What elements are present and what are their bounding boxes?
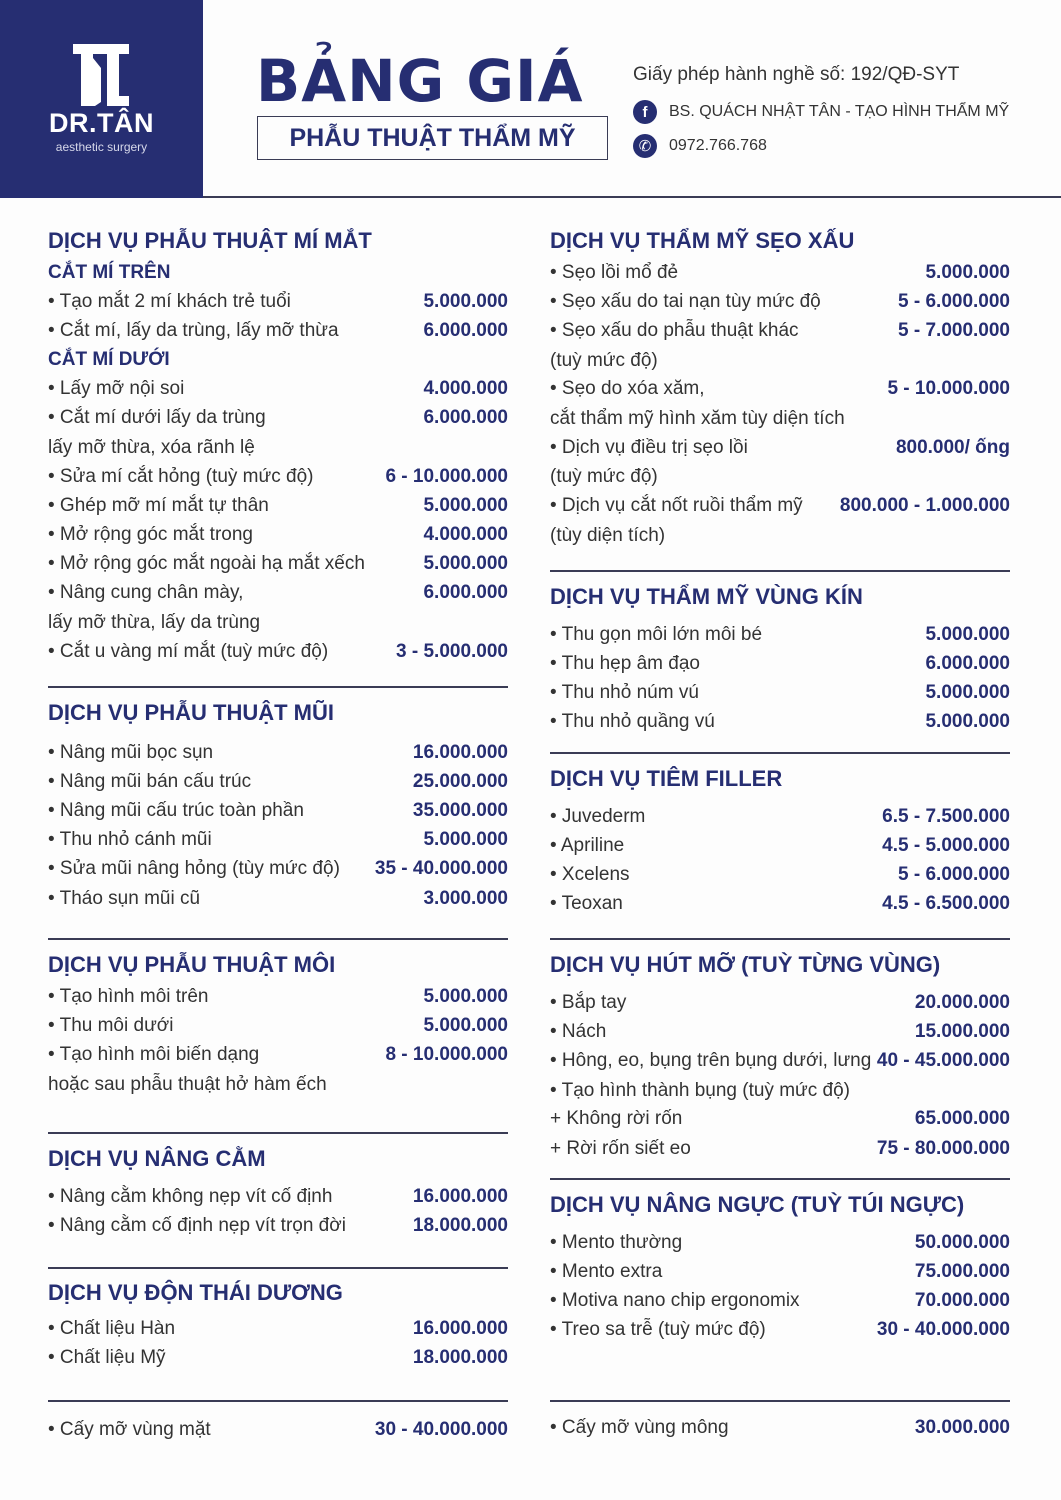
section-title: DỊCH VỤ THẨM MỸ VÙNG KÍN — [550, 584, 863, 609]
header-divider — [203, 196, 1061, 198]
price-value: 16.000.000 — [412, 1317, 508, 1339]
price-row — [550, 375, 1010, 404]
price-value: 6.000.000 — [925, 652, 1010, 674]
section-divider — [550, 938, 1010, 940]
section-divider — [48, 1267, 508, 1269]
page-title: BẢNG GIÁ — [256, 47, 584, 115]
price-row — [48, 491, 508, 520]
service-label: • Mento thường — [550, 1231, 683, 1253]
price-value: 6.000.000 — [423, 582, 508, 604]
price-row — [48, 855, 508, 884]
service-label: • Juvederm — [550, 805, 646, 827]
service-label: • Nâng mũi bọc sụn — [48, 741, 214, 763]
price-value: 6.000.000 — [423, 407, 508, 429]
price-row — [550, 802, 1010, 831]
price-value: 3 - 5.000.000 — [396, 640, 508, 662]
price-note: cắt thẩm mỹ hình xăm tùy diện tích — [550, 407, 845, 429]
price-value: 5.000.000 — [423, 1014, 508, 1036]
service-label: • Sẹo xấu do tai nạn tùy mức độ — [550, 290, 821, 312]
price-row — [48, 637, 508, 666]
facebook-name: BS. QUÁCH NHẬT TÂN - TẠO HÌNH THẨM MỸ — [669, 103, 1010, 120]
price-value: 5.000.000 — [423, 494, 508, 516]
price-value: 5 - 6.000.000 — [898, 290, 1010, 312]
price-value: 5.000.000 — [925, 681, 1010, 703]
section-title: DỊCH VỤ PHẪU THUẬT MÍ MẮT — [48, 228, 372, 253]
price-row — [550, 678, 1010, 707]
price-row — [550, 492, 1010, 521]
price-value: 30 - 40.000.000 — [374, 1418, 508, 1440]
phone-contact[interactable] — [633, 134, 1009, 158]
price-row — [48, 1314, 508, 1343]
service-label: • Mở rộng góc mắt trong — [48, 523, 253, 545]
price-note: lấy mỡ thừa, xóa rãnh lệ — [48, 436, 255, 458]
price-value: 6 - 10.000.000 — [385, 465, 508, 487]
service-label: • Cắt mí, lấy da trùng, lấy mỡ thừa — [48, 319, 339, 341]
price-row — [48, 579, 508, 608]
service-label: • Tạo mắt 2 mí khách trẻ tuổi — [48, 290, 291, 312]
price-value: 4.000.000 — [423, 377, 508, 399]
price-value: 18.000.000 — [412, 1346, 508, 1368]
price-row — [48, 550, 508, 579]
section-nose — [48, 696, 508, 913]
service-label: + Rời rốn siết eo — [550, 1137, 691, 1159]
section-buttock-fat-graft — [550, 1413, 1010, 1442]
price-row — [48, 404, 508, 433]
section-divider — [550, 570, 1010, 572]
price-value: 35 - 40.000.000 — [374, 858, 508, 880]
price-value: 30.000.000 — [914, 1416, 1010, 1438]
price-value: 20.000.000 — [914, 991, 1010, 1013]
price-row — [550, 890, 1010, 919]
price-row — [48, 884, 508, 913]
service-label: • Hông, eo, bụng trên bụng dưới, lưng — [550, 1049, 872, 1071]
price-value: 800.000 - 1.000.000 — [839, 495, 1010, 517]
section-divider — [48, 938, 508, 940]
service-label: • Bắp tay — [550, 991, 627, 1013]
price-row — [550, 1017, 1010, 1046]
service-label: • Apriline — [550, 834, 625, 856]
price-row — [550, 1286, 1010, 1315]
header — [0, 0, 1061, 198]
section-title: DỊCH VỤ NÂNG NGỰC (TUỲ TÚI NGỰC) — [550, 1192, 965, 1217]
section-divider — [48, 686, 508, 688]
price-note: • Tạo hình thành bụng (tuỳ mức độ) — [550, 1079, 850, 1101]
service-label: • Tạo hình môi trên — [48, 985, 209, 1007]
price-value: 5.000.000 — [423, 829, 508, 851]
price-row — [48, 1040, 508, 1069]
section-lips — [48, 948, 508, 1099]
section-divider — [550, 1178, 1010, 1180]
section-title: DỊCH VỤ PHẪU THUẬT MŨI — [48, 700, 334, 725]
price-row — [48, 767, 508, 796]
price-row — [48, 1343, 508, 1372]
price-value: 8 - 10.000.000 — [385, 1043, 508, 1065]
price-row — [550, 708, 1010, 737]
logo-icon — [73, 44, 129, 106]
logo-panel — [0, 0, 203, 198]
price-value: 4.5 - 5.000.000 — [882, 834, 1010, 856]
price-row — [550, 287, 1010, 316]
price-value: 5.000.000 — [423, 553, 508, 575]
price-note: (tuỳ mức độ) — [550, 349, 658, 371]
service-label: • Dịch vụ cắt nốt ruồi thẩm mỹ — [550, 495, 803, 517]
service-label: • Sẹo do xóa xăm, — [550, 378, 705, 400]
price-row — [48, 1182, 508, 1211]
price-row — [48, 982, 508, 1011]
service-label: • Tháo sụn mũi cũ — [48, 887, 201, 909]
price-row — [48, 796, 508, 825]
service-label: • Thu nhỏ cánh mũi — [48, 829, 212, 851]
price-row — [550, 1413, 1010, 1442]
service-label: • Teoxan — [550, 893, 623, 915]
section-scar — [550, 224, 1010, 550]
price-value: 30 - 40.000.000 — [876, 1319, 1010, 1341]
section-title: DỊCH VỤ THẨM MỸ SẸO XẤU — [550, 228, 855, 253]
service-label: • Treo sa trễ (tuỳ mức độ) — [550, 1319, 766, 1341]
section-breast — [550, 1188, 1010, 1345]
service-label: • Sẹo xấu do phẫu thuật khác — [550, 319, 799, 341]
price-row — [550, 988, 1010, 1017]
service-label: • Nâng cằm không nẹp vít cố định — [48, 1185, 333, 1207]
price-value: 5.000.000 — [423, 985, 508, 1007]
price-row — [48, 826, 508, 855]
section-face-fat-graft — [48, 1415, 508, 1444]
price-value: 25.000.000 — [412, 770, 508, 792]
price-row — [550, 1046, 1010, 1075]
section-title: DỊCH VỤ TIÊM FILLER — [550, 766, 783, 791]
price-row — [48, 316, 508, 345]
service-label: • Motiva nano chip ergonomix — [550, 1289, 800, 1311]
price-value: 5.000.000 — [423, 290, 508, 312]
price-value: 5 - 6.000.000 — [898, 863, 1010, 885]
section-divider — [550, 1400, 1010, 1402]
price-value: 16.000.000 — [412, 741, 508, 763]
service-label: • Thu gọn môi lớn môi bé — [550, 623, 763, 645]
facebook-contact[interactable] — [633, 100, 1009, 124]
price-value: 18.000.000 — [412, 1214, 508, 1236]
price-row — [550, 1134, 1010, 1163]
price-value: 4.5 - 6.500.000 — [882, 893, 1010, 915]
price-note: lấy mỡ thừa, lấy da trùng — [48, 611, 261, 633]
section-title: DỊCH VỤ NÂNG CẰM — [48, 1146, 266, 1171]
subsection-title: CẮT MÍ DƯỚI — [48, 349, 170, 371]
price-value: 5 - 7.000.000 — [898, 319, 1010, 341]
price-value: 4.000.000 — [423, 523, 508, 545]
price-row — [550, 649, 1010, 678]
section-divider — [48, 1400, 508, 1402]
phone-icon: ✆ — [633, 134, 657, 158]
phone-number: 0972.766.768 — [669, 137, 767, 154]
service-label: • Thu nhỏ quầng vú — [550, 711, 715, 733]
price-value: 800.000/ ống — [895, 436, 1010, 458]
price-note: (tuỳ mức độ) — [550, 466, 658, 488]
section-intimate — [550, 580, 1010, 737]
section-eyelid — [48, 224, 508, 666]
price-row — [550, 860, 1010, 889]
section-divider — [48, 1132, 508, 1134]
section-chin — [48, 1142, 508, 1240]
service-label: • Mở rộng góc mắt ngoài hạ mắt xếch — [48, 553, 365, 575]
service-label: • Cấy mỡ vùng mặt — [48, 1418, 211, 1440]
price-value: 6.5 - 7.500.000 — [882, 805, 1010, 827]
service-label: • Chất liệu Hàn — [48, 1317, 176, 1339]
service-label: • Cắt u vàng mí mắt (tuỳ mức độ) — [48, 640, 329, 662]
service-label: • Chất liệu Mỹ — [48, 1346, 166, 1368]
price-row — [48, 738, 508, 767]
price-value: 5 - 10.000.000 — [887, 378, 1010, 400]
page-subtitle: PHẪU THUẬT THẨM MỸ — [257, 116, 608, 160]
price-row — [48, 374, 508, 403]
price-value: 16.000.000 — [412, 1185, 508, 1207]
service-label: • Sửa mí cắt hỏng (tuỳ mức độ) — [48, 465, 314, 487]
service-label: • Nâng mũi cấu trúc toàn phần — [48, 799, 304, 821]
price-value: 15.000.000 — [914, 1020, 1010, 1042]
logo-name: DR.TÂN — [49, 108, 154, 138]
service-label: • Nâng cung chân mày, — [48, 582, 244, 604]
price-value: 5.000.000 — [925, 711, 1010, 733]
price-row — [550, 1105, 1010, 1134]
price-value: 5.000.000 — [925, 623, 1010, 645]
price-value: 70.000.000 — [914, 1289, 1010, 1311]
price-note: hoặc sau phẫu thuật hở hàm ếch — [48, 1073, 327, 1095]
price-row — [48, 1211, 508, 1240]
service-label: • Sửa mũi nâng hỏng (tùy mức độ) — [48, 858, 340, 880]
price-row — [550, 433, 1010, 462]
section-title: DỊCH VỤ PHẪU THUẬT MÔI — [48, 952, 336, 977]
price-row — [550, 1228, 1010, 1257]
price-value: 50.000.000 — [914, 1231, 1010, 1253]
service-label: • Lấy mỡ nội soi — [48, 377, 185, 399]
price-value: 35.000.000 — [412, 799, 508, 821]
price-value: 65.000.000 — [914, 1108, 1010, 1130]
section-filler — [550, 762, 1010, 919]
price-row — [48, 1415, 508, 1444]
price-row — [550, 1316, 1010, 1345]
price-row — [550, 831, 1010, 860]
service-label: • Dịch vụ điều trị sẹo lồi — [550, 436, 748, 458]
section-title: DỊCH VỤ HÚT MỠ (TUỲ TỪNG VÙNG) — [550, 952, 941, 977]
service-label: • Tạo hình môi biến dạng — [48, 1043, 260, 1065]
service-label: + Không rời rốn — [550, 1108, 683, 1130]
logo-tagline: aesthetic surgery — [55, 140, 148, 154]
section-temple — [48, 1276, 508, 1372]
price-value: 75.000.000 — [914, 1260, 1010, 1282]
price-row — [48, 462, 508, 491]
section-title: DỊCH VỤ ĐỘN THÁI DƯƠNG — [48, 1280, 343, 1305]
service-label: • Nâng cằm cố định nẹp vít trọn đời — [48, 1214, 346, 1236]
price-row — [48, 287, 508, 316]
price-value: 3.000.000 — [423, 887, 508, 909]
contact-info — [633, 64, 1009, 158]
service-label: • Cắt mí dưới lấy da trùng — [48, 407, 266, 429]
price-value: 5.000.000 — [925, 261, 1010, 283]
service-label: • Thu nhỏ núm vú — [550, 681, 699, 703]
service-label: • Thu môi dưới — [48, 1014, 174, 1036]
price-row — [48, 1011, 508, 1040]
price-row — [550, 620, 1010, 649]
service-label: • Xcelens — [550, 863, 630, 885]
price-note: (tùy diện tích) — [550, 524, 666, 546]
service-label: • Cấy mỡ vùng mông — [550, 1416, 729, 1438]
section-liposuction — [550, 948, 1010, 1163]
service-label: • Ghép mỡ mí mắt tự thân — [48, 494, 269, 516]
price-value: 75 - 80.000.000 — [876, 1137, 1010, 1159]
price-row — [550, 316, 1010, 345]
price-value: 6.000.000 — [423, 319, 508, 341]
price-row — [48, 520, 508, 549]
price-row — [550, 1257, 1010, 1286]
price-value: 40 - 45.000.000 — [876, 1049, 1010, 1071]
price-row — [550, 258, 1010, 287]
section-divider — [550, 752, 1010, 754]
facebook-icon: f — [633, 100, 657, 124]
service-label: • Thu hẹp âm đạo — [550, 652, 700, 674]
subsection-title: CẮT MÍ TRÊN — [48, 262, 171, 283]
service-label: • Mento extra — [550, 1260, 663, 1282]
service-label: • Nâng mũi bán cấu trúc — [48, 770, 252, 792]
service-label: • Sẹo lồi mổ đẻ — [550, 261, 679, 283]
service-label: • Nách — [550, 1020, 607, 1042]
license-number: Giấy phép hành nghề số: 192/QĐ-SYT — [633, 64, 960, 85]
